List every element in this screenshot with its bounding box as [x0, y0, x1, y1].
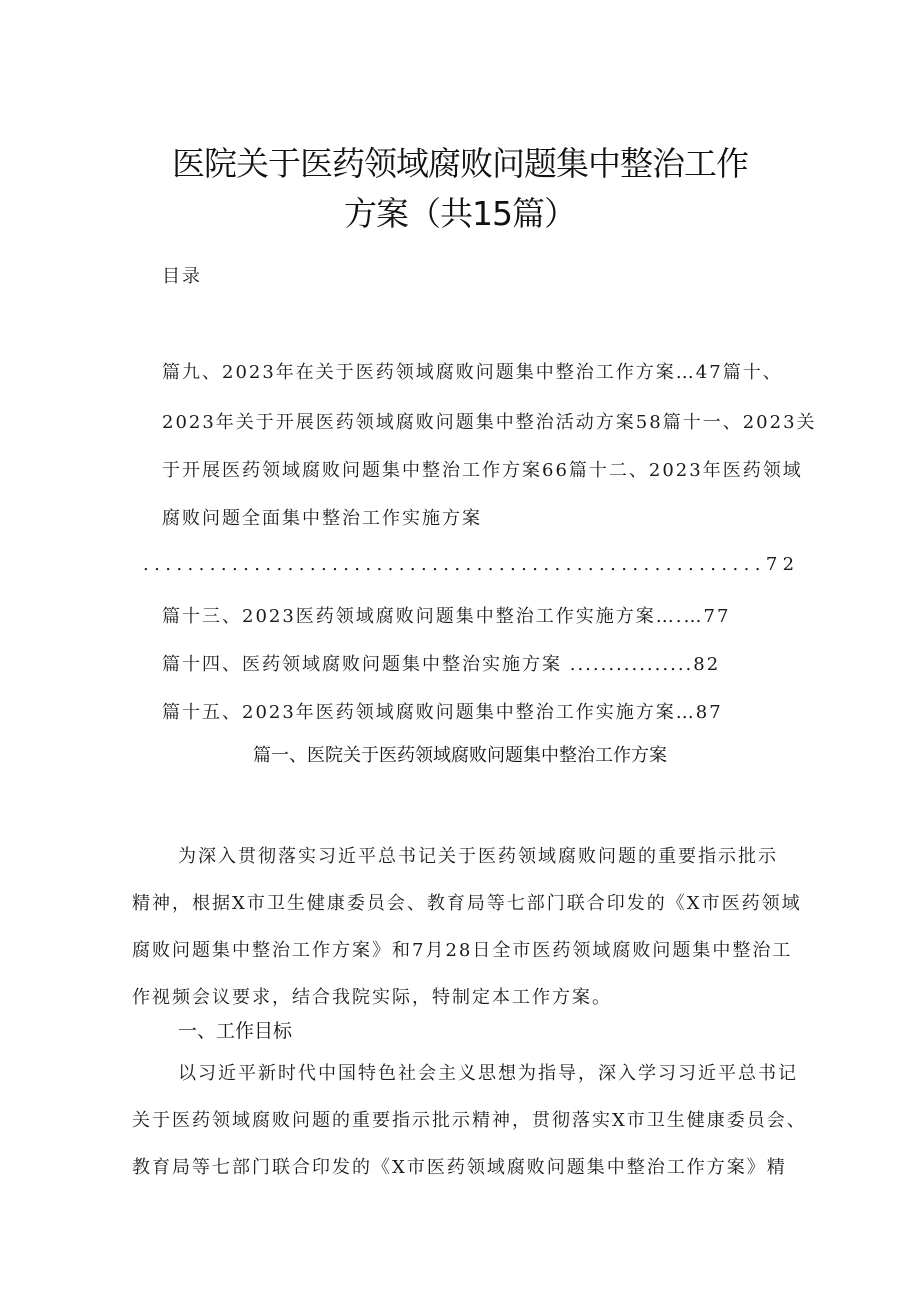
body-line: 作视频会议要求，结合我院实际，特制定本工作方案。 [132, 987, 612, 1008]
toc-line: 2023年关于开展医药领域腐败问题集中整治活动方案58篇十一、2023关 [162, 412, 817, 433]
body-line: 为深入贯彻落实习近平总书记关于医药领域腐败问题的重要指示批示 [178, 846, 778, 867]
body-line: 精神，根据X市卫生健康委员会、教育局等七部门联合印发的《X市医药领域 [132, 893, 802, 914]
toc-line: 篇十三、2023医药领域腐败问题集中整治工作实施方案….…77 [162, 606, 731, 627]
toc-line: 篇十四、医药领域腐败问题集中整治实施方案 ................82 [162, 654, 721, 675]
document-title-line-2: 方案（共15篇） [344, 194, 576, 233]
toc-label: 目录 [162, 266, 202, 287]
toc-line: 篇十五、2023年医药领域腐败问题集中整治工作实施方案…87 [162, 702, 723, 723]
toc-leader-line: ........................................................72 [143, 554, 800, 575]
document-title-line-1: 医院关于医药领域腐败问题集中整治工作 [172, 144, 748, 183]
toc-line: 篇九、2023年在关于医药领域腐败问题集中整治工作方案…47篇十、 [162, 362, 783, 383]
toc-line: 腐败问题全面集中整治工作实施方案 [162, 508, 482, 529]
body-line: 关于医药领域腐败问题的重要指示批示精神，贯彻落实X市卫生健康委员会、 [132, 1110, 807, 1131]
section-title: 篇一、医院关于医药领域腐败问题集中整治工作方案 [253, 745, 667, 766]
body-line: 腐败问题集中整治工作方案》和7月28日全市医药领域腐败问题集中整治工 [132, 940, 793, 961]
toc-line: 于开展医药领域腐败问题集中整治工作方案66篇十二、2023年医药领域 [162, 460, 803, 481]
section-heading: 一、工作目标 [178, 1020, 293, 1042]
body-line: 教育局等七部门联合印发的《X市医药领域腐败问题集中整治工作方案》精 [132, 1157, 787, 1178]
body-line: 以习近平新时代中国特色社会主义思想为指导，深入学习习近平总书记 [178, 1063, 798, 1084]
